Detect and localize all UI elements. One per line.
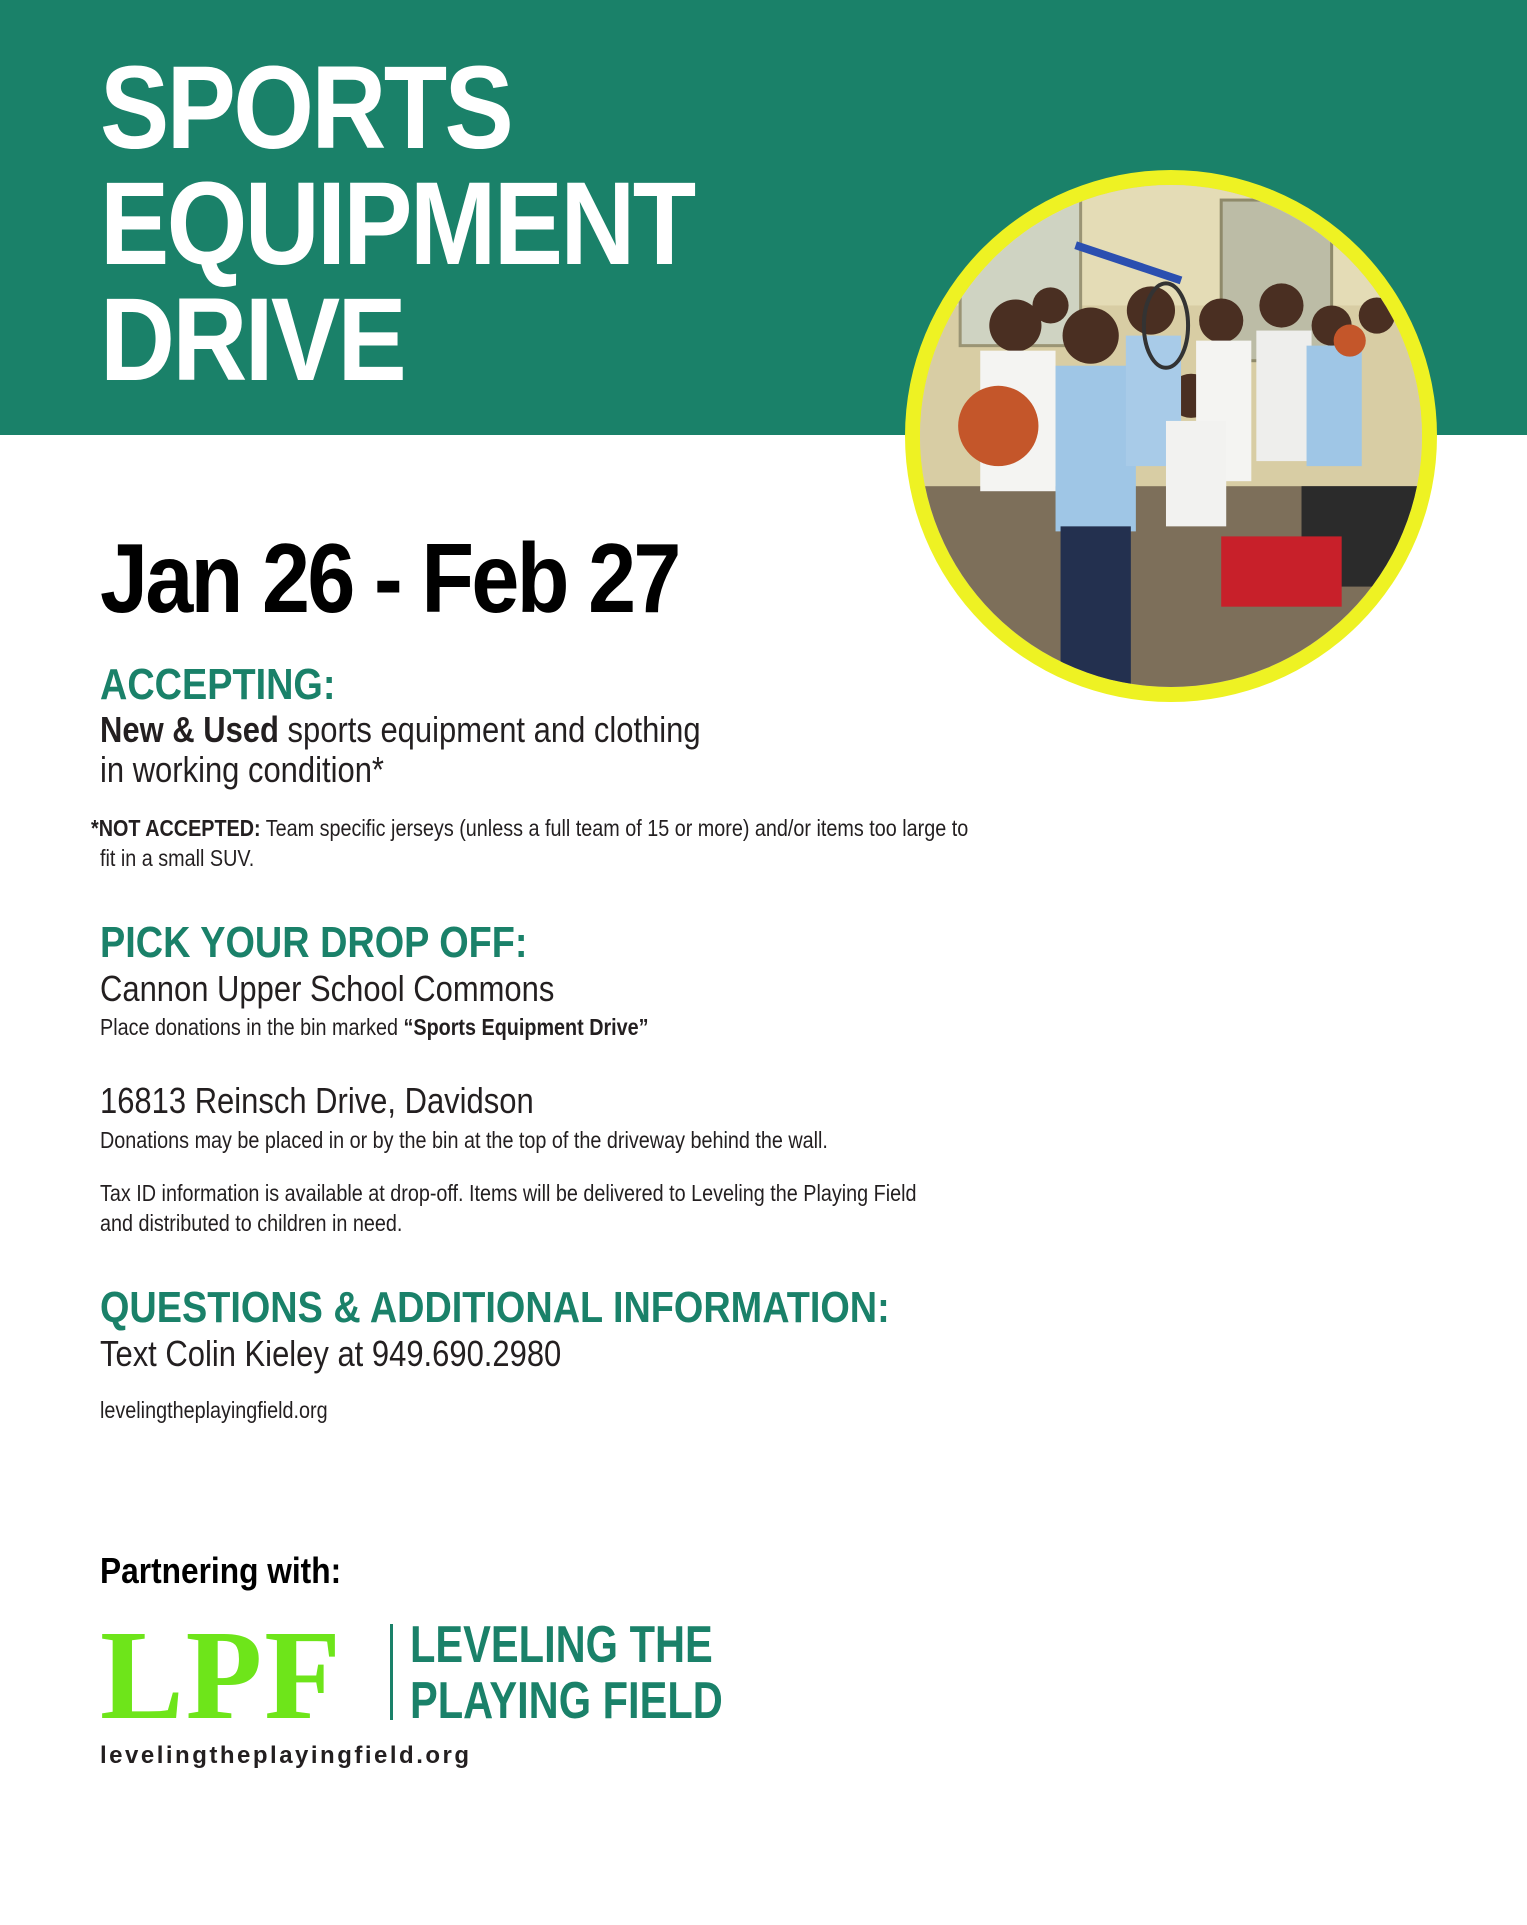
accepting-line-1 (100, 709, 701, 750)
questions-heading: QUESTIONS & ADDITIONAL INFORMATION: (100, 1283, 890, 1332)
partner-url-link[interactable]: levelingtheplayingfield.org (100, 1742, 472, 1769)
not-accepted-text: Team specific jerseys (unless a full team of 15 or more) and/or items too large to (260, 815, 969, 841)
dropoff-location-1: Cannon Upper School Commons (100, 968, 555, 1009)
partner-name-line-1: LEVELING THE (410, 1616, 713, 1674)
not-accepted-label: *NOT ACCEPTED: (91, 815, 261, 841)
drive-dates: Jan 26 - Feb 27 (100, 523, 679, 633)
note-bin-name: “Sports Equipment Drive” (403, 1014, 649, 1040)
accepting-rest: sports equipment and clothing (278, 709, 701, 750)
partner-name (410, 1617, 723, 1729)
accepting-bold: New & Used (100, 709, 279, 750)
dropoff-location-1-note (100, 1012, 649, 1043)
questions-website-link[interactable]: levelingtheplayingfield.org (100, 1397, 328, 1423)
partner-label: Partnering with: (100, 1550, 342, 1591)
logo-divider (390, 1624, 393, 1720)
accepting-line-2: in working condition* (100, 749, 384, 790)
kids-with-equipment-photo (920, 185, 1422, 687)
page-title (100, 42, 716, 406)
tax-info-line-1: Tax ID information is available at drop-off. Items will be delivered to Leveling the Playing Field (100, 1180, 917, 1206)
not-accepted-line-1 (91, 813, 968, 844)
lpf-logo: LPF (100, 1604, 343, 1746)
note-prefix: Place donations in the bin marked (100, 1014, 404, 1040)
title-line-1: SPORTS (100, 42, 512, 174)
dropoff-location-2: 16813 Reinsch Drive, Davidson (100, 1080, 534, 1121)
title-line-2: EQUIPMENT (100, 158, 694, 290)
partner-name-line-2: PLAYING FIELD (410, 1672, 723, 1730)
dropoff-location-2-note: Donations may be placed in or by the bin at the top of the driveway behind the wall. (100, 1127, 828, 1153)
dropoff-heading: PICK YOUR DROP OFF: (100, 918, 528, 967)
questions-contact: Text Colin Kieley at 949.690.2980 (100, 1333, 562, 1374)
tax-info-line-2: and distributed to children in need. (100, 1210, 403, 1236)
accepting-heading: ACCEPTING: (100, 660, 336, 709)
not-accepted-line-2: fit in a small SUV. (100, 845, 255, 871)
title-line-3: DRIVE (100, 274, 405, 406)
